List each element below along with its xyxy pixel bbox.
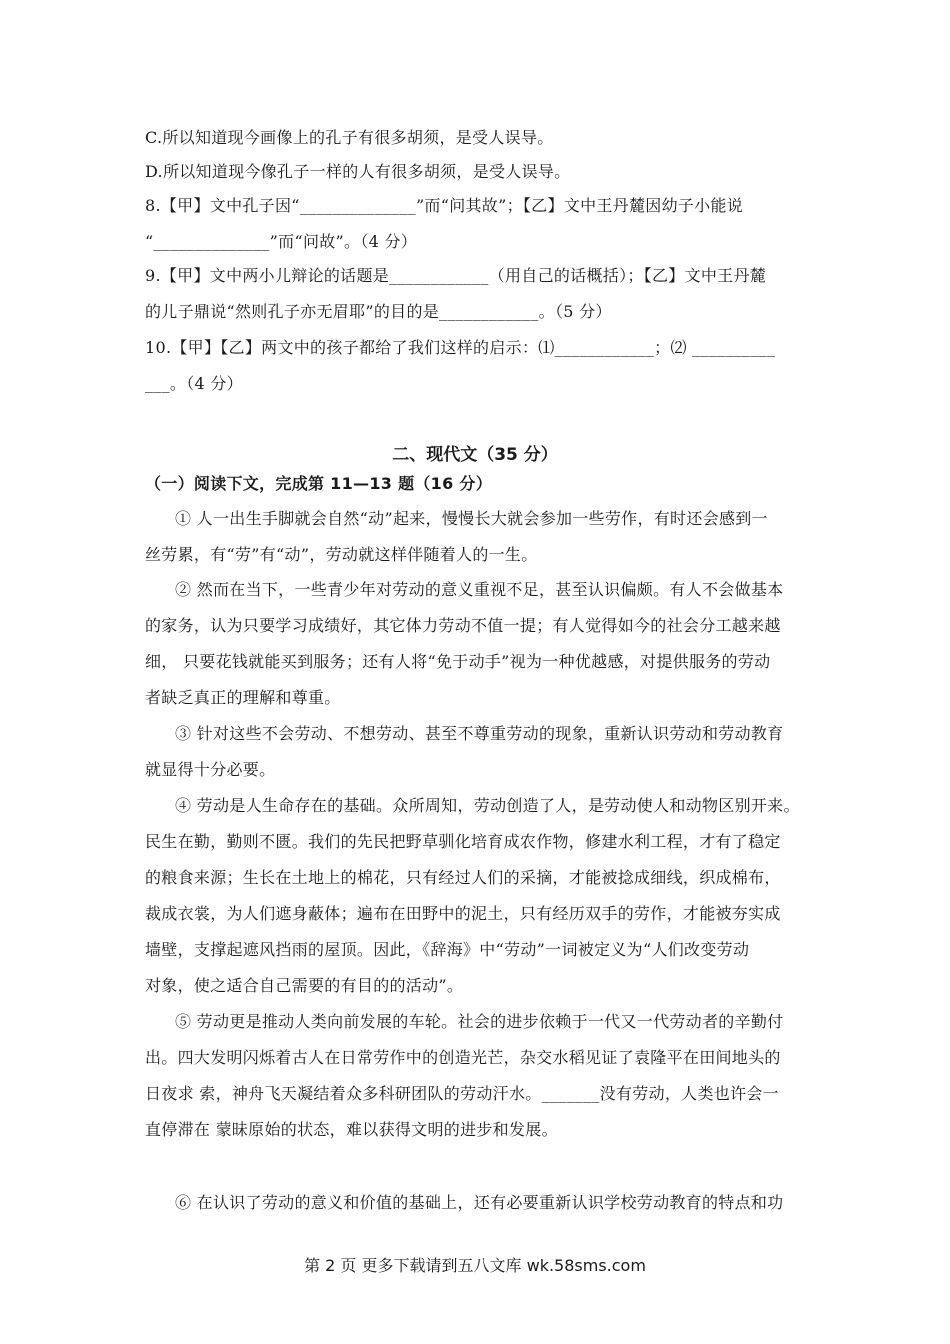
paragraph-4-line-2: 民生在勤，勤则不匮。我们的先民把野草驯化培育成农作物，修建水利工程，才有了稳定 [145, 832, 781, 851]
paragraph-2-line-1: ② 然而在当下，一些青少年对劳动的意义重视不足，甚至认识偏颇。有人不会做基本 [175, 580, 784, 599]
page-footer: 第 2 页 更多下载请到五八文库 wk.58sms.com [304, 1256, 646, 1275]
question-9-line-2: 的儿子鼎说“然则孔子亦无眉耶”的目的是____________。（5 分） [145, 302, 612, 321]
paragraph-5-line-1: ⑤ 劳动更是推动人类向前发展的车轮。社会的进步依赖于一代又一代劳动者的辛勤付 [175, 1012, 784, 1031]
section-title: 二、现代文（35 分） [392, 445, 558, 465]
paragraph-2-line-3: 细， 只要花钱就能买到服务；还有人将“免于动手”视为一种优越感，对提供服务的劳动 [145, 652, 771, 671]
paragraph-5-line-3: 日夜求 索，神舟飞天凝结着众多科研团队的劳动汗水。_______没有劳动，人类也许会一 [145, 1084, 779, 1103]
question-9-line-1: 9.【甲】文中两小儿辩论的话题是____________（用自己的话概括）；【乙】文中王丹麓 [145, 266, 767, 285]
question-8-line-2: “______________”而“问故”。（4 分） [145, 232, 418, 251]
paragraph-4-line-5: 墙壁，支撑起遮风挡雨的屋顶。因此，《辞海》中“劳动”一词被定义为“人们改变劳动 [145, 940, 750, 959]
paragraph-5-line-4: 直停滞在 蒙昧原始的状态，难以获得文明的进步和发展。 [145, 1120, 558, 1139]
paragraph-1-line-2: 丝劳累，有“劳”有“动”，劳动就这样伴随着人的一生。 [145, 545, 538, 564]
question-10-line-1: 10.【甲】【乙】两文中的孩子都给了我们这样的启示：⑴____________；⑵ __________ [145, 338, 776, 357]
paragraph-2-line-4: 者缺乏真正的理解和尊重。 [145, 688, 341, 707]
section-subtitle: （一）阅读下文，完成第 11—13 题（16 分） [145, 474, 493, 493]
paragraph-3-line-2: 就显得十分必要。 [145, 760, 276, 779]
question-8-line-1: 8.【甲】文中孔子因“______________”而“问其故”；【乙】文中王丹麓因幼子小能说 [145, 196, 744, 215]
option-d: D.所以知道现今像孔子一样的人有很多胡须，是受人误导。 [145, 162, 571, 181]
paragraph-2-line-2: 的家务，认为只要学习成绩好，其它体力劳动不值一提；有人觉得如今的社会分工越来越 [145, 616, 781, 635]
option-c: C.所以知道现今画像上的孔子有很多胡须，是受人误导。 [145, 128, 554, 147]
paragraph-4-line-4: 裁成衣裳，为人们遮身蔽体；遍布在田野中的泥土，只有经历双手的劳作，才能被夯实成 [145, 904, 781, 923]
paragraph-1-line-1: ① 人一出生手脚就会自然“动”起来，慢慢长大就会参加一些劳作，有时还会感到一 [175, 509, 768, 528]
paragraph-5-line-2: 出。四大发明闪烁着古人在日常劳作中的创造光芒，杂交水稻见证了袁隆平在田间地头的 [145, 1048, 781, 1067]
question-10-line-2: ___。（4 分） [145, 374, 243, 393]
paragraph-4-line-1: ④ 劳动是人生命存在的基础。众所周知，劳动创造了人，是劳动使人和动物区别开来。 [175, 796, 800, 815]
paragraph-6-line-1: ⑥ 在认识了劳动的意义和价值的基础上，还有必要重新认识学校劳动教育的特点和功 [175, 1193, 784, 1212]
paragraph-3-line-1: ③ 针对这些不会劳动、不想劳动、甚至不尊重劳动的现象，重新认识劳动和劳动教育 [175, 724, 784, 743]
paragraph-4-line-3: 的粮食来源；生长在土地上的棉花，只有经过人们的采摘，才能被捻成细线，织成棉布， [145, 868, 781, 887]
paragraph-4-line-6: 对象，使之适合自己需要的有目的的活动”。 [145, 976, 464, 995]
